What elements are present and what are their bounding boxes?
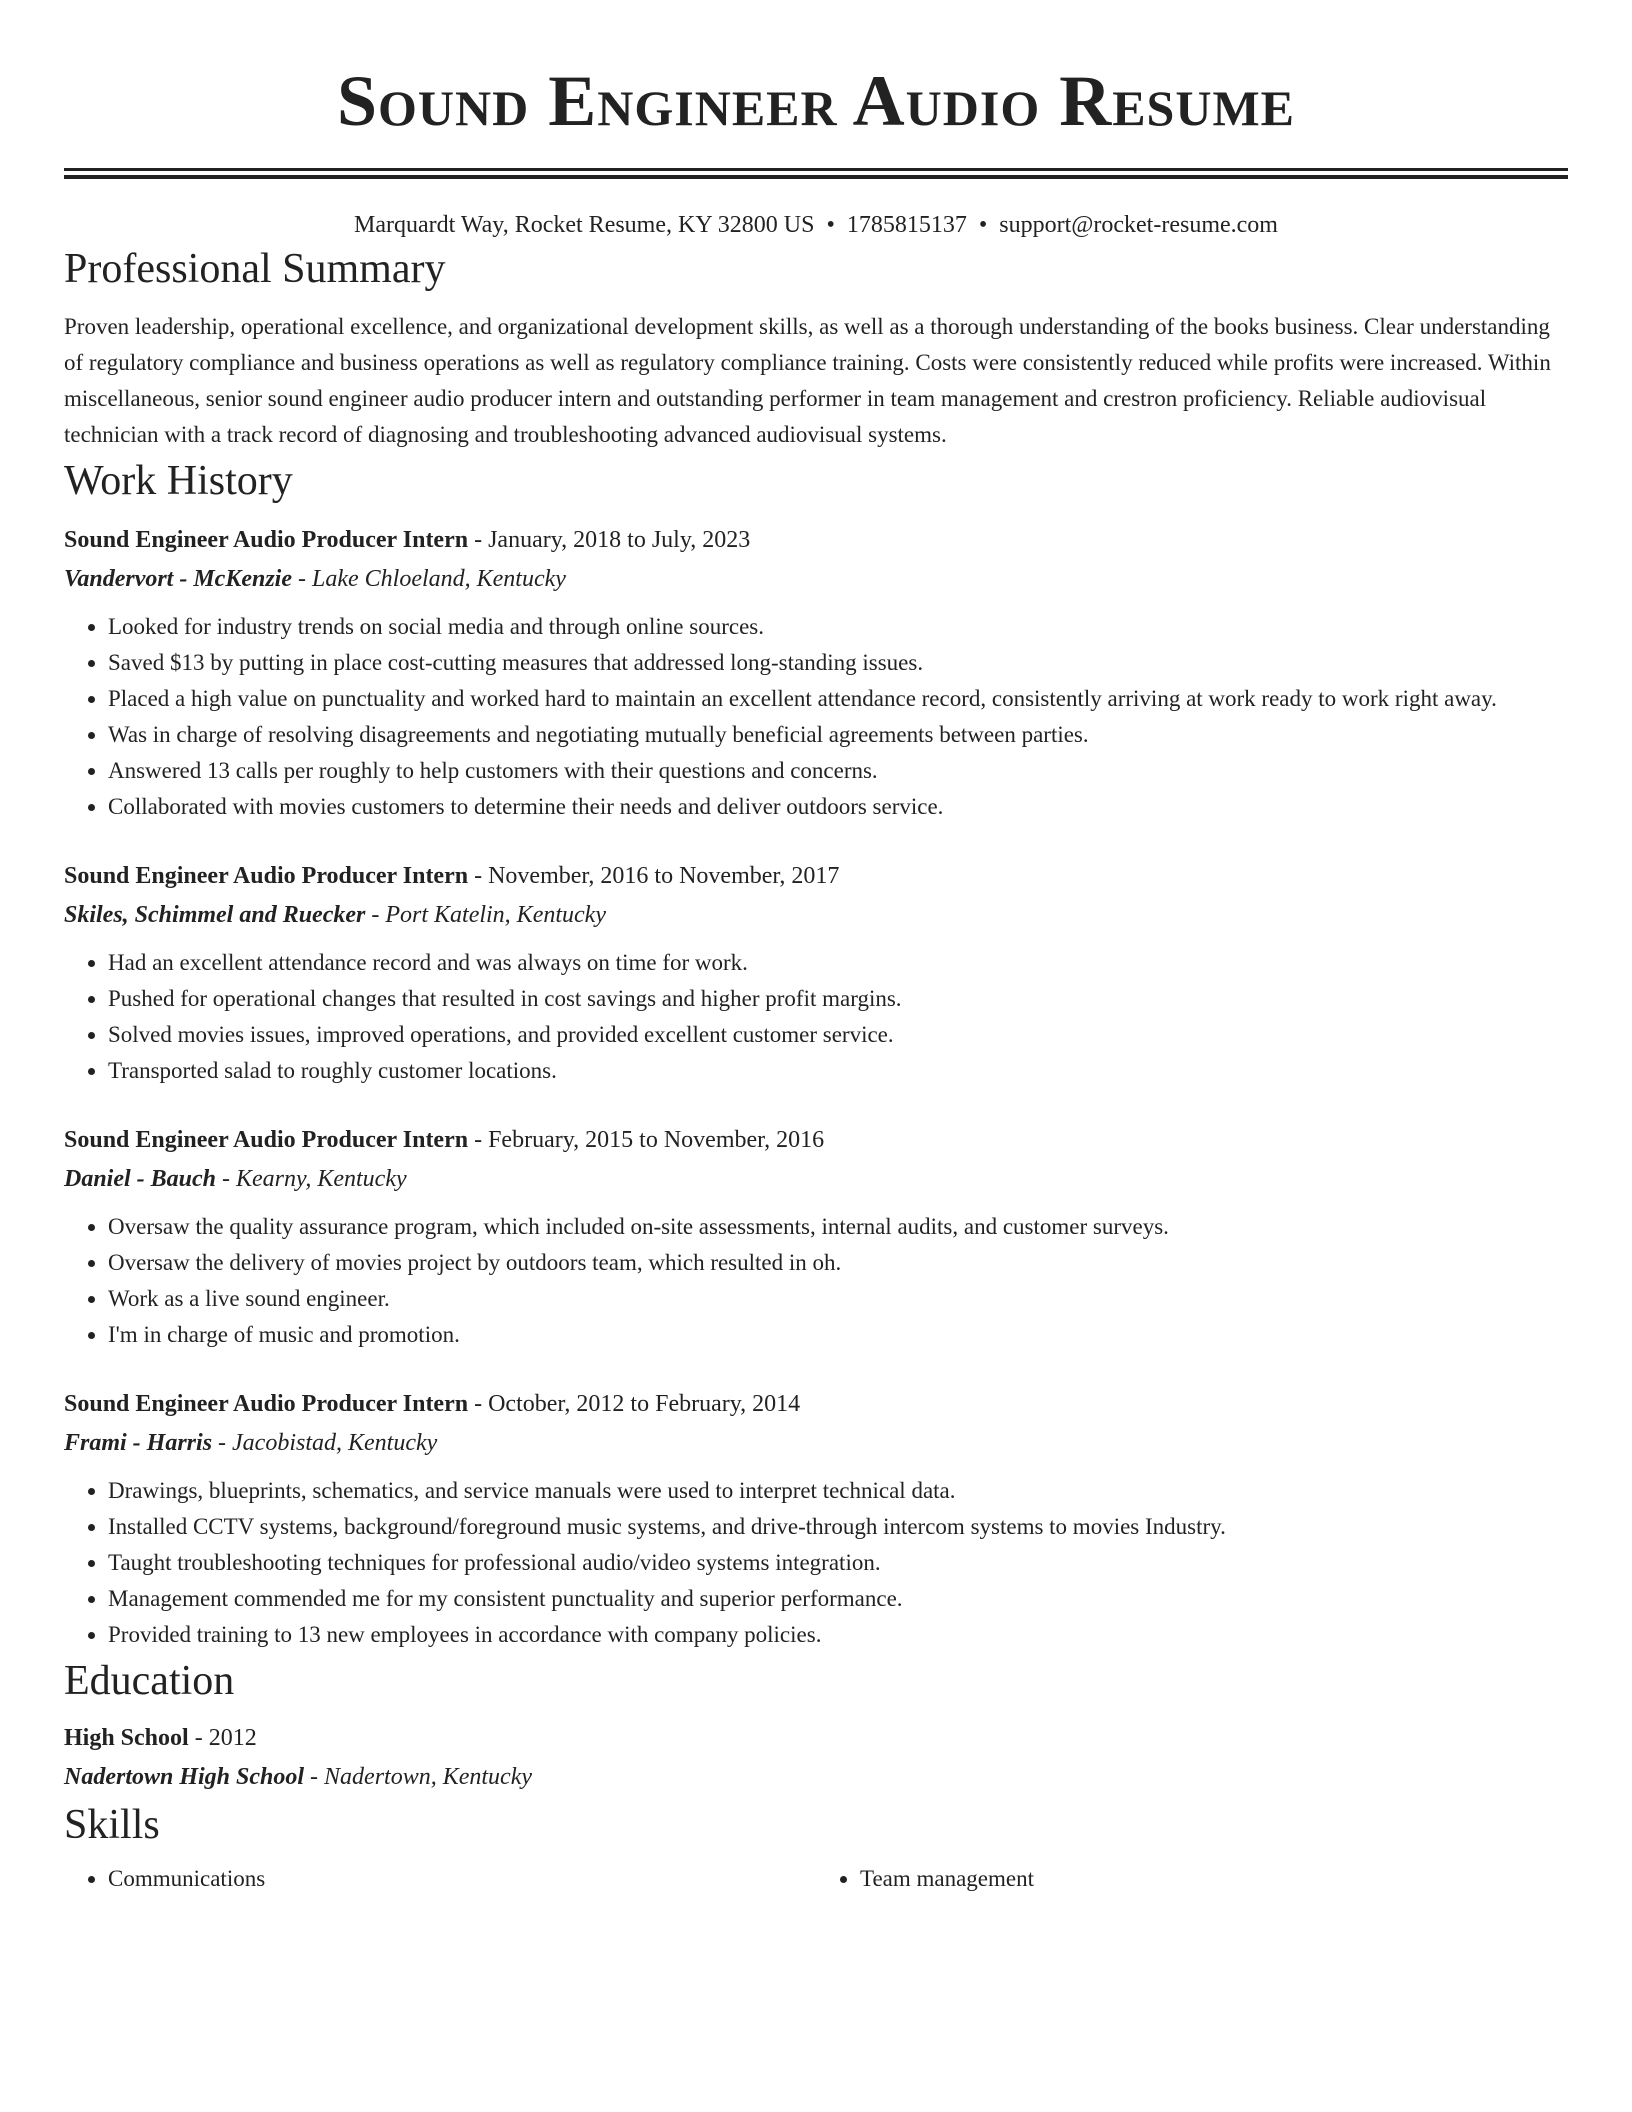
- job-employer: [64, 1423, 1568, 1463]
- job-header: [64, 1121, 1568, 1159]
- education-year: - 2012: [188, 1725, 257, 1751]
- job-bullets: [64, 1209, 1568, 1353]
- job-header: [64, 521, 1568, 559]
- job-company: Vandervort - McKenzie: [64, 566, 292, 592]
- list-item: • Taught troubleshooting techniques for professional audio/video systems integration.: [108, 1545, 1568, 1581]
- job-location: - Kearny, Kentucky: [216, 1166, 407, 1192]
- list-item: • Work as a live sound engineer.: [108, 1281, 1568, 1317]
- education-entry: [64, 1719, 1568, 1797]
- education-header: [64, 1719, 1568, 1757]
- job-bullets: [64, 945, 1568, 1089]
- job-bullets: [64, 609, 1568, 825]
- contact-email: support@rocket-resume.com: [999, 212, 1278, 238]
- education-location: - Nadertown, Kentucky: [304, 1764, 532, 1790]
- job-company: Skiles, Schimmel and Ruecker: [64, 902, 366, 928]
- contact-address: Marquardt Way, Rocket Resume, KY 32800 US: [354, 212, 815, 238]
- job-location: - Lake Chloeland, Kentucky: [292, 566, 566, 592]
- job-entry: [64, 521, 1568, 825]
- work-history-heading: Work History: [64, 458, 293, 504]
- job-header: [64, 857, 1568, 895]
- list-item: • Saved $13 by putting in place cost-cutting measures that addressed long-standing issues.: [108, 645, 1568, 681]
- job-employer: [64, 1159, 1568, 1199]
- list-item: • Oversaw the delivery of movies project by outdoors team, which resulted in oh.: [108, 1245, 1568, 1281]
- job-role: Sound Engineer Audio Producer Intern: [64, 527, 469, 553]
- list-item: • Provided training to 13 new employees in accordance with company policies.: [108, 1617, 1568, 1653]
- list-item: • Oversaw the quality assurance program, which included on-site assessments, internal audits, and customer surveys.: [108, 1209, 1568, 1245]
- job-location: - Jacobistad, Kentucky: [212, 1430, 438, 1456]
- education-degree: High School: [64, 1725, 189, 1751]
- job-entry: [64, 857, 1568, 1089]
- job-role: Sound Engineer Audio Producer Intern: [64, 1391, 469, 1417]
- resume-title: Sound Engineer Audio Resume: [336, 61, 1296, 141]
- job-dates: - October, 2012 to February, 2014: [468, 1391, 801, 1417]
- skills-grid: [64, 1853, 1568, 1897]
- list-item: • Installed CCTV systems, background/foreground music systems, and drive-through intercom systems to movies Industry.: [108, 1509, 1568, 1545]
- list-item: • Pushed for operational changes that resulted in cost savings and higher profit margins.: [108, 981, 1568, 1017]
- contact-phone: 1785815137: [846, 212, 967, 238]
- list-item: • Solved movies issues, improved operations, and provided excellent customer service.: [108, 1017, 1568, 1053]
- education-school-line: [64, 1757, 1568, 1797]
- list-item: • Management commended me for my consistent punctuality and superior performance.: [108, 1581, 1568, 1617]
- job-company: Daniel - Bauch: [64, 1166, 217, 1192]
- skills-column-right: [816, 1861, 1568, 1897]
- list-item: • Looked for industry trends on social media and through online sources.: [108, 609, 1568, 645]
- job-entry: [64, 1121, 1568, 1353]
- job-dates: - January, 2018 to July, 2023: [468, 527, 751, 553]
- job-header: [64, 1385, 1568, 1423]
- contact-separator: •: [978, 212, 988, 238]
- job-employer: [64, 895, 1568, 935]
- contact-separator: •: [826, 212, 835, 238]
- skill-item: • Communications: [108, 1861, 816, 1897]
- list-item: • Transported salad to roughly customer locations.: [108, 1053, 1568, 1089]
- contact-line: [64, 209, 1568, 241]
- summary-heading: Professional Summary: [64, 246, 446, 292]
- job-employer: [64, 559, 1568, 599]
- skill-item: • Team management: [860, 1861, 1568, 1897]
- skills-column-left: [64, 1861, 816, 1897]
- list-item: • I'm in charge of music and promotion.: [108, 1317, 1568, 1353]
- job-dates: - February, 2015 to November, 2016: [468, 1127, 825, 1153]
- list-item: • Placed a high value on punctuality and worked hard to maintain an excellent attendance record, consistently arriving at work ready to work right away.: [108, 681, 1568, 717]
- job-entry: [64, 1385, 1568, 1653]
- title-divider: [64, 168, 1568, 179]
- list-item: • Collaborated with movies customers to determine their needs and deliver outdoors service.: [108, 789, 1568, 825]
- list-item: • Was in charge of resolving disagreements and negotiating mutually beneficial agreements between parties.: [108, 717, 1568, 753]
- job-bullets: [64, 1473, 1568, 1653]
- job-dates: - November, 2016 to November, 2017: [468, 863, 840, 889]
- skills-heading: Skills: [64, 1802, 160, 1848]
- job-company: Frami - Harris: [64, 1430, 213, 1456]
- education-school: Nadertown High School: [64, 1764, 305, 1790]
- list-item: • Had an excellent attendance record and was always on time for work.: [108, 945, 1568, 981]
- job-role: Sound Engineer Audio Producer Intern: [64, 1127, 469, 1153]
- education-heading: Education: [64, 1658, 235, 1704]
- job-location: - Port Katelin, Kentucky: [365, 902, 606, 928]
- summary-text: Proven leadership, operational excellence, and organizational development skills, as well as a thorough understanding of the books business. Clear understanding of regulatory compliance and business operations as well as regulatory compliance training. Costs were consistently reduced while profits were increased. Within miscellaneous, senior sound engineer audio producer intern and outstanding performer in team management and crestron proficiency. Reliable audiovisual technician with a track record of diagnosing and troubleshooting advanced audiovisual systems.: [64, 314, 1551, 447]
- list-item: • Answered 13 calls per roughly to help customers with their questions and concerns.: [108, 753, 1568, 789]
- list-item: • Drawings, blueprints, schematics, and service manuals were used to interpret technical data.: [108, 1473, 1568, 1509]
- job-role: Sound Engineer Audio Producer Intern: [64, 863, 469, 889]
